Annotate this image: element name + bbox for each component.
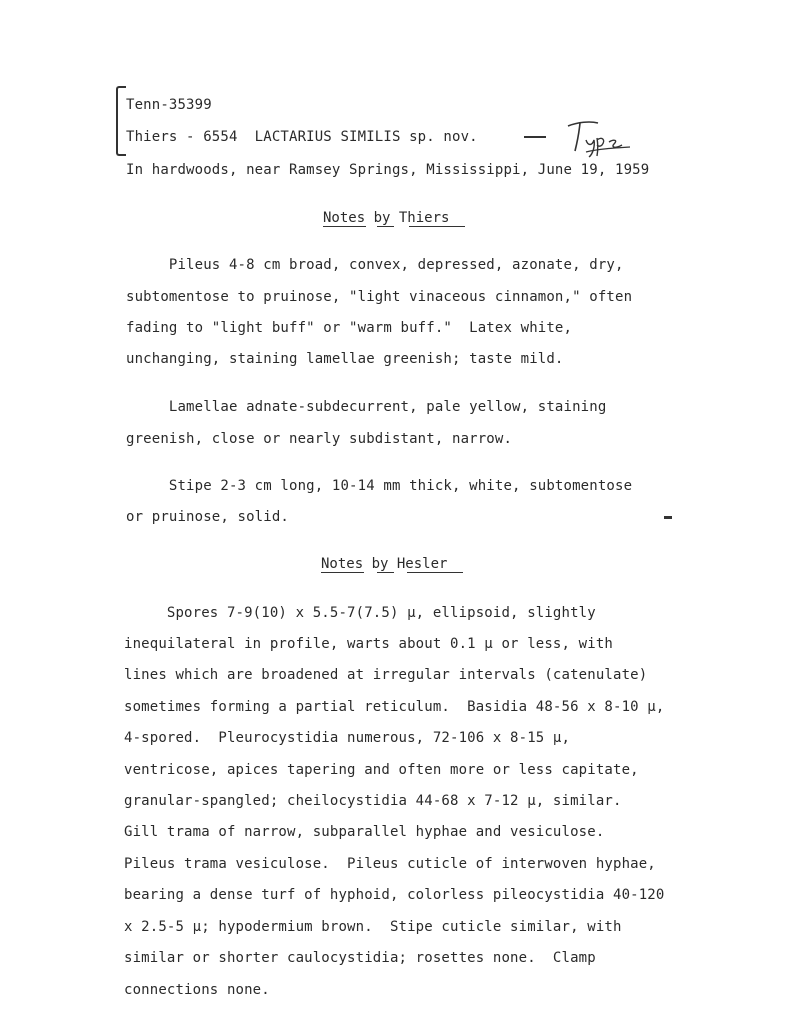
collection-title: Thiers - 6554 LACTARIUS SIMILIS sp. nov. — [126, 129, 478, 145]
section-heading-thiers: Notes by Thiers — [323, 210, 450, 226]
paragraph-line: Lamellae adnate-subdecurrent, pale yellow, staining — [126, 399, 607, 415]
heading-underline — [409, 226, 465, 227]
section-heading-hesler: Notes by Hesler — [321, 556, 448, 572]
paragraph-line: bearing a dense turf of hyphoid, colorless pileocystidia 40-120 — [124, 887, 665, 903]
paragraph-line: Spores 7-9(10) x 5.5-7(7.5) µ, ellipsoid, slightly — [124, 605, 596, 621]
stray-mark — [664, 516, 672, 519]
paragraph-line: sometimes forming a partial reticulum. Basidia 48-56 x 8-10 µ, — [124, 699, 665, 715]
collection-locality: In hardwoods, near Ramsey Springs, Mississippi, June 19, 1959 — [126, 162, 650, 178]
paragraph-line: lines which are broadened at irregular intervals (catenulate) — [124, 667, 648, 683]
paragraph-line: 4-spored. Pleurocystidia numerous, 72-106 x 8-15 µ, — [124, 730, 571, 746]
specimen-number: Tenn-35399 — [126, 97, 212, 113]
paragraph-line: fading to "light buff" or "warm buff." Latex white, — [126, 320, 573, 336]
margin-bracket — [116, 86, 126, 156]
paragraph-line: Gill trama of narrow, subparallel hyphae and vesiculose. — [124, 824, 605, 840]
paragraph-line: similar or shorter caulocystidia; rosettes none. Clamp — [124, 950, 596, 966]
heading-underline — [323, 226, 366, 227]
paragraph-line: granular-spangled; cheilocystidia 44-68 x 7-12 µ, similar. — [124, 793, 622, 809]
paragraph-line: inequilateral in profile, warts about 0.1 µ or less, with — [124, 636, 613, 652]
paragraph-line: ventricose, apices tapering and often more or less capitate, — [124, 762, 639, 778]
paragraph-line: connections none. — [124, 982, 270, 998]
paragraph-line: subtomentose to pruinose, "light vinaceous cinnamon," often — [126, 289, 633, 305]
heading-underline — [407, 572, 463, 573]
paragraph-line: unchanging, staining lamellae greenish; taste mild. — [126, 351, 564, 367]
paragraph-line: Pileus trama vesiculose. Pileus cuticle of interwoven hyphae, — [124, 856, 656, 872]
heading-underline — [377, 572, 394, 573]
dash-mark — [524, 136, 546, 138]
paragraph-line: greenish, close or nearly subdistant, narrow. — [126, 431, 513, 447]
heading-underline — [321, 572, 364, 573]
paragraph-line: or pruinose, solid. — [126, 509, 289, 525]
paragraph-line: Stipe 2-3 cm long, 10-14 mm thick, white, subtomentose — [126, 478, 633, 494]
paragraph-line: Pileus 4-8 cm broad, convex, depressed, azonate, dry, — [126, 257, 624, 273]
heading-underline — [377, 226, 394, 227]
paragraph-line: x 2.5-5 µ; hypodermium brown. Stipe cuticle similar, with — [124, 919, 622, 935]
handwritten-type-annotation — [564, 118, 634, 158]
